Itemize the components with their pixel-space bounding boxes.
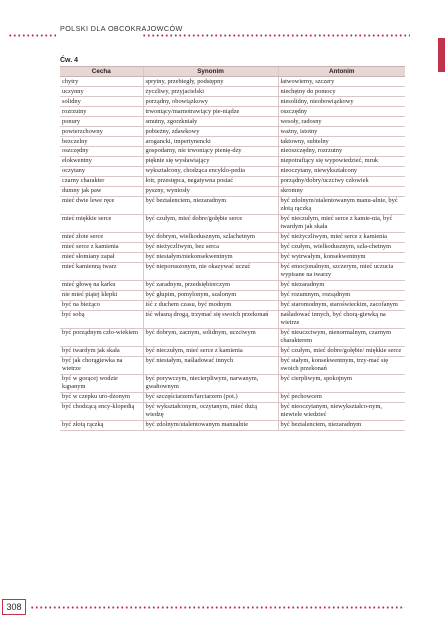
table-row — [60, 214, 405, 232]
cell-synonym: być zdolnym/utalentowanym manualnie — [143, 420, 278, 430]
cell-synonym: smutny, zgorzkniały — [143, 116, 278, 126]
cell-antonym: ważny, istotny — [278, 126, 405, 136]
cell-antonym: być niezaradnym — [278, 280, 405, 290]
table-row — [60, 402, 405, 420]
cell-synonym: być nieżyczliwym, bez serca — [143, 242, 278, 252]
cell-trait: powierzchowny — [60, 126, 143, 136]
table-row — [60, 136, 405, 146]
cell-trait: być chodzącą ency-klopedią — [60, 402, 143, 420]
cell-trait: czarny charakter — [60, 176, 143, 186]
cell-trait: uczynny — [60, 86, 143, 96]
cell-synonym: być porywczym, niecierpliwym, narwanym, gwałtownym — [143, 374, 278, 392]
table-row — [60, 77, 405, 87]
cell-trait: być w gorącej wodzie kąpanym — [60, 374, 143, 392]
cell-synonym: pobieżny, zdawkowy — [143, 126, 278, 136]
cell-trait: mieć złote serce — [60, 232, 143, 242]
cell-antonym: być czułym, wielkodusznym, szla-chetnym — [278, 242, 405, 252]
table-row — [60, 106, 405, 116]
cell-synonym: iść własną drogą, trzymać się swoich przekonań — [143, 310, 278, 328]
cell-synonym: iść z duchem czasu, być modnym — [143, 300, 278, 310]
cell-trait: mieć miękkie serce — [60, 214, 143, 232]
cell-antonym: taktowny, subtelny — [278, 136, 405, 146]
header-dots-left — [8, 34, 56, 37]
table-row — [60, 290, 405, 300]
cell-antonym: wesoły, radosny — [278, 116, 405, 126]
table-row — [60, 196, 405, 214]
cell-antonym: być emocjonalnym, szczerym, mieć uczucia wypisane na twarzy — [278, 262, 405, 280]
table-row — [60, 156, 405, 166]
cell-trait: być sobą — [60, 310, 143, 328]
column-header-trait: Cecha — [60, 67, 143, 77]
cell-antonym: być rozumnym, rozsądnym — [278, 290, 405, 300]
cell-trait: solidny — [60, 96, 143, 106]
table-row — [60, 252, 405, 262]
cell-synonym: życzliwy, przyjacielski — [143, 86, 278, 96]
cell-synonym: wykształcony, chodząca encyklo-pedia — [143, 166, 278, 176]
cell-antonym: być pechowcem — [278, 392, 405, 402]
table-row — [60, 126, 405, 136]
cell-trait: chytry — [60, 77, 143, 87]
cell-trait: oszczędny — [60, 146, 143, 156]
table-row — [60, 116, 405, 126]
cell-antonym: nieoczytany, niewykształcony — [278, 166, 405, 176]
table-row — [60, 280, 405, 290]
footer-dots — [30, 606, 405, 609]
table-row — [60, 374, 405, 392]
cell-antonym: oszczędny — [278, 106, 405, 116]
cell-trait: oczytany — [60, 166, 143, 176]
cell-antonym: porządny/dobry/uczciwy człowiek — [278, 176, 405, 186]
cell-antonym: być beztalenciem, niezaradnym — [278, 420, 405, 430]
cell-synonym: trwoniący/marnotrawiący pie-niądze — [143, 106, 278, 116]
cell-trait: bezczelny — [60, 136, 143, 146]
cell-trait: być porządnym czło-wiekiem — [60, 328, 143, 346]
cell-synonym: arogancki, impertynencki — [143, 136, 278, 146]
cell-antonym: być czułym, mieć dobre/gołębie/ miękkie serce — [278, 346, 405, 356]
cell-antonym: być wytrwałym, konsekwentnym — [278, 252, 405, 262]
cell-trait: mieć dwie lewe ręce — [60, 196, 143, 214]
cell-synonym: być szczęściarzem/farciarzem (pot.) — [143, 392, 278, 402]
cell-antonym: być zdolnym/utalentowanym manu-alnie, być złotą rączką — [278, 196, 405, 214]
cell-synonym: gospodarny, nie trwoniący pienię-dzy — [143, 146, 278, 156]
table-row — [60, 300, 405, 310]
table-row — [60, 328, 405, 346]
table-row — [60, 262, 405, 280]
cell-trait: mieć kamienną twarz — [60, 262, 143, 280]
table-row — [60, 242, 405, 252]
cell-antonym: być nieoczytanym, niewykształco-nym, niewiele wiedzieć — [278, 402, 405, 420]
cell-synonym: być dobrym, zacnym, solidnym, uczciwym — [143, 328, 278, 346]
table-row — [60, 392, 405, 402]
cell-synonym: być beztalenciem, niezaradnym — [143, 196, 278, 214]
cell-trait: być na bieżąco — [60, 300, 143, 310]
table-row — [60, 310, 405, 328]
table-row — [60, 86, 405, 96]
cell-synonym: pyszny, wyniosły — [143, 186, 278, 196]
cell-synonym: łotr, przestępca, negatywna postać — [143, 176, 278, 186]
table-body — [60, 77, 405, 431]
cell-synonym: być niestałym, naśladować innych — [143, 356, 278, 374]
cell-antonym: być nieżyczliwym, mieć serce z kamienia — [278, 232, 405, 242]
table-row — [60, 146, 405, 156]
header-dots — [142, 34, 410, 37]
cell-trait: być twardym jak skała — [60, 346, 143, 356]
table-row — [60, 346, 405, 356]
cell-antonym: być cierpliwym, spokojnym — [278, 374, 405, 392]
cell-antonym: niepotrafiący się wypowiedzieć, mruk — [278, 156, 405, 166]
cell-trait: nie mieć piątej klepki — [60, 290, 143, 300]
cell-synonym: być głupim, pomylonym, szalonym — [143, 290, 278, 300]
table-header-row — [60, 67, 405, 77]
cell-antonym: nieoszczędny, rozrzutny — [278, 146, 405, 156]
cell-synonym: być nieczułym, mieć serce z kamienia — [143, 346, 278, 356]
cell-synonym: porządny, obowiązkowy — [143, 96, 278, 106]
cell-trait: mieć głowę na karku — [60, 280, 143, 290]
table-row — [60, 176, 405, 186]
cell-antonym: naśladować innych, być chorą-giewką na wietrze — [278, 310, 405, 328]
cell-antonym: niesolidny, nieobowiązkowy — [278, 96, 405, 106]
exercise-label: Ćw. 4 — [60, 57, 79, 64]
cell-trait: elokwentny — [60, 156, 143, 166]
cell-trait: być złotą rączką — [60, 420, 143, 430]
table-row — [60, 186, 405, 196]
table-row — [60, 232, 405, 242]
cell-synonym: być czułym, mieć dobre/gołębie serce — [143, 214, 278, 232]
cell-trait: rozrzutny — [60, 106, 143, 116]
cell-antonym: skromny — [278, 186, 405, 196]
cell-antonym: być nieuczciwym, nienormalnym, czarnym charakterem — [278, 328, 405, 346]
cell-antonym: być staromodnym, staroświeckim, zacofanym — [278, 300, 405, 310]
cell-synonym: być zaradnym, przedsiębiorczym — [143, 280, 278, 290]
page-number: 308 — [6, 602, 22, 612]
cell-synonym: pięknie się wysławiający — [143, 156, 278, 166]
column-header-antonym: Antonim — [278, 67, 405, 77]
cell-synonym: sprytny, przebiegły, podstępny — [143, 77, 278, 87]
table-row — [60, 356, 405, 374]
table-row — [60, 420, 405, 430]
cell-trait: ponury — [60, 116, 143, 126]
table-row — [60, 96, 405, 106]
column-header-synonym: Synonim — [143, 67, 278, 77]
cell-antonym: być nieczułym, mieć serce z kamie-nia, być twardym jak skała — [278, 214, 405, 232]
cell-antonym: być stałym, konsekwentnym, trzy-mać się swoich przekonań — [278, 356, 405, 374]
cell-synonym: być dobrym, wielkodusznym, szlachetnym — [143, 232, 278, 242]
table-row — [60, 166, 405, 176]
cell-synonym: być niestałym/niekonsekwentnym — [143, 252, 278, 262]
vocabulary-table — [60, 66, 405, 431]
cell-antonym: łatwowierny, szczery — [278, 77, 405, 87]
corner-tab — [438, 38, 445, 72]
running-header: POLSKI DLA OBCOKRAJOWCÓW — [60, 24, 183, 33]
cell-trait: mieć słomiany zapał — [60, 252, 143, 262]
cell-trait: dumny jak paw — [60, 186, 143, 196]
cell-antonym: niechętny do pomocy — [278, 86, 405, 96]
cell-synonym: być nieporuszonym, nie okazywać uczuć — [143, 262, 278, 280]
cell-trait: być jak chorągiewka na wietrze — [60, 356, 143, 374]
cell-trait: mieć serce z kamienia — [60, 242, 143, 252]
cell-synonym: być wykształconym, oczytanym, mieć dużą wiedzę — [143, 402, 278, 420]
cell-trait: być w czepku uro-dzonym — [60, 392, 143, 402]
